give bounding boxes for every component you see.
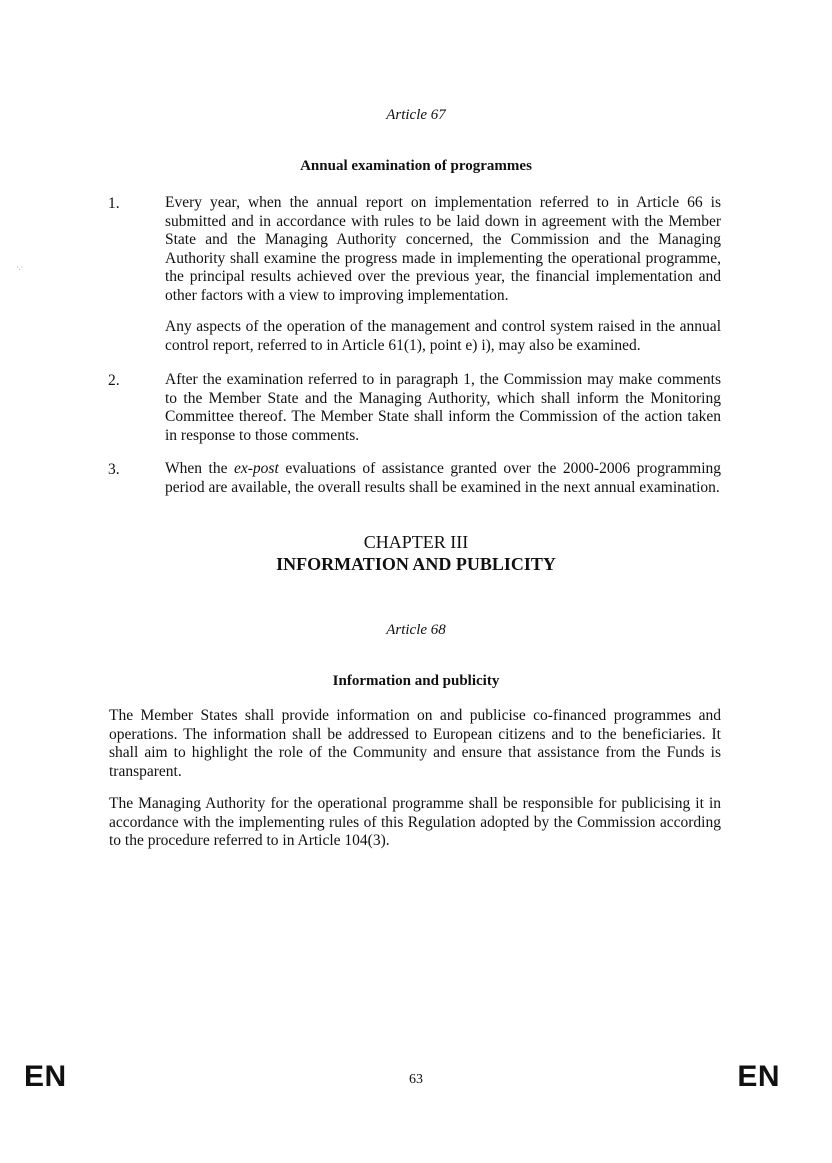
item-3-number: 3. — [108, 461, 120, 478]
item-2-number: 2. — [108, 372, 120, 389]
item-2-paragraph: After the examination referred to in paragraph 1, the Commission may make comments to the Member State and the Managing Authority, which shall inform the Monitoring Committee thereof. The Member State shall inform the Commission of the action taken in response to those comments. — [165, 371, 721, 444]
article-67-heading: Annual examination of programmes — [300, 158, 532, 174]
ex-post-term: ex-post — [234, 460, 279, 477]
article-67-title: Article 67 — [386, 107, 446, 123]
scan-artifact: ·.· — [16, 263, 24, 272]
article-68-paragraph-1: The Member States shall provide information on and publicise co-financed programmes and operations. The information shall be addressed to European citizens and to the beneficiaries. It shall aim to highlight the role of the Community and ensure that assistance from the Funds is transparent. — [109, 707, 721, 780]
item-1-paragraph-1: Every year, when the annual report on implementation referred to in Article 66 is submitted and in accordance with rules to be laid down in agreement with the Member State and the Managing Authority concerned, the Commission and the Managing Authority shall examine the progress made in implementing the operational programme, the principal results achieved over the previous year, the financial implementation and other factors with a view to improving implementation. — [165, 194, 721, 304]
language-code-left: EN — [24, 1060, 67, 1093]
page-number: 63 — [409, 1072, 423, 1087]
chapter-title: INFORMATION AND PUBLICITY — [276, 554, 556, 574]
language-code-right: EN — [737, 1060, 780, 1093]
article-68-heading: Information and publicity — [332, 673, 500, 689]
item-3-paragraph: When the ex-post evaluations of assistance granted over the 2000-2006 programming period are available, the overall results shall be examined in the next annual examination. — [165, 460, 721, 496]
item-1-number: 1. — [108, 195, 120, 212]
article-68-paragraph-2: The Managing Authority for the operational programme shall be responsible for publicising it in accordance with the implementing rules of this Regulation adopted by the Commission according to the procedure referred to in Article 104(3). — [109, 795, 721, 850]
item-1-paragraph-2: Any aspects of the operation of the management and control system raised in the annual control report, referred to in Article 61(1), point e) i), may also be examined. — [165, 318, 721, 354]
chapter-number: CHAPTER III — [363, 532, 469, 552]
article-68-title: Article 68 — [386, 622, 446, 638]
